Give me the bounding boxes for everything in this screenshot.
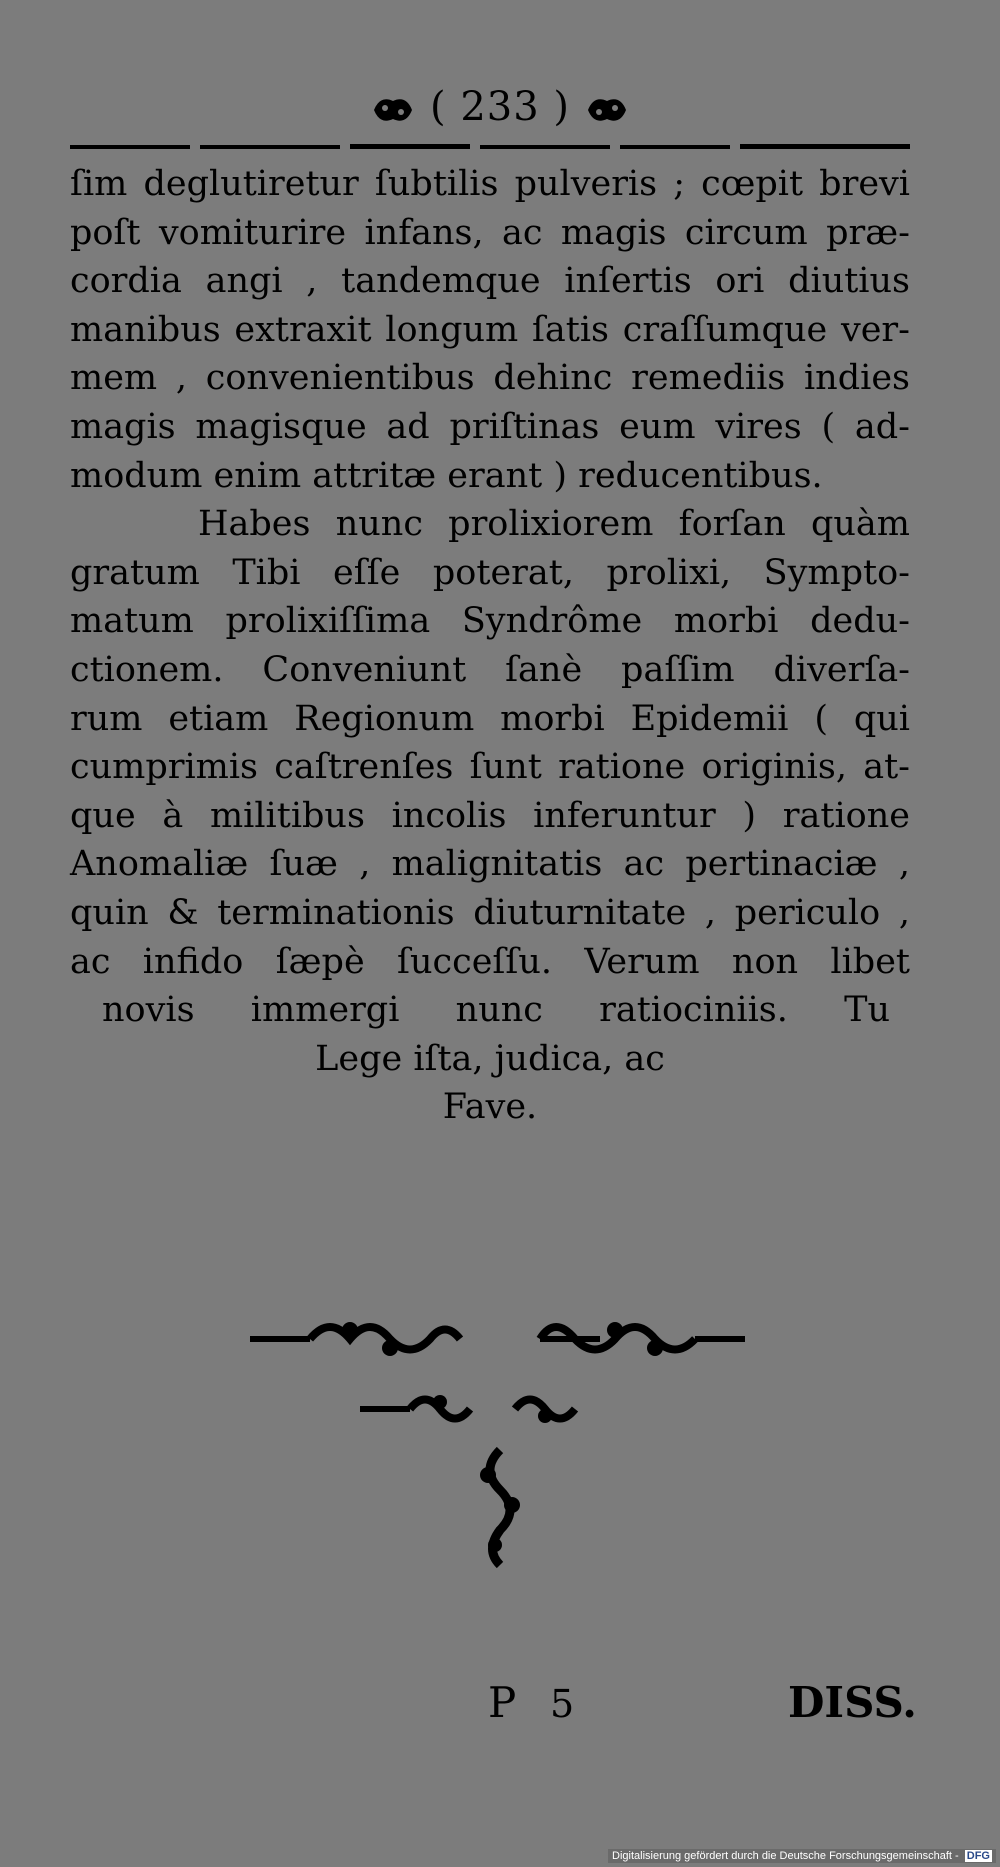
page-header [0, 84, 1000, 130]
para2-line-8: Anomaliæ ſuæ , malignitatis ac pertinaciæ , [70, 844, 910, 885]
para2-line-1: Habes nunc prolixiorem forſan quàm [198, 504, 910, 545]
header-rule [70, 142, 910, 152]
digitization-credit [608, 1849, 996, 1863]
dfg-logo: DFG [966, 1850, 990, 1862]
main-text [70, 160, 910, 1132]
signature-number: 5 [550, 1682, 575, 1726]
para2-line-3: matum prolixiſſima Syndrôme morbi dedu- [70, 601, 910, 642]
para2-line-11: novis immergi nunc ratiociniis. Tu [102, 990, 890, 1031]
left-header-ornament [370, 93, 416, 127]
catchword: DISS. [788, 1678, 917, 1727]
closing-line-2: Fave. [442, 1087, 538, 1128]
para2-line-9: quin & terminationis diuturnitate , periculo , [70, 892, 910, 933]
text-line-5: mem , convenientibus dehinc remediis indies [70, 358, 910, 399]
text-line-7: modum enim attritæ erant ) reducentibus. [70, 455, 823, 496]
credit-text: Digitalisierung gefördert durch die Deutsche Forschungsgemeinschaft - [612, 1850, 959, 1862]
text-line-1: ſim deglutiretur ſubtilis pulveris ; cœpit brevi [70, 164, 910, 204]
closing-line-1: Lege iſta, judica, ac [315, 1038, 665, 1079]
text-line-3: cordia angi , tandemque inſertis ori diutius [70, 261, 910, 302]
signature-letter: P [488, 1678, 517, 1727]
text-line-4: manibus extraxit longum ſatis craſſumque ver- [70, 309, 910, 350]
text-line-2: poſt vomiturire infans, ac magis circum præ- [70, 212, 910, 253]
para2-line-2: gratum Tibi eſſe poterat, prolixi, Sympto- [70, 552, 910, 593]
para2-line-4: ctionem. Conveniunt ſanè paſſim diverſa- [70, 649, 910, 690]
right-header-ornament [584, 93, 630, 127]
tailpiece-ornament [250, 1310, 750, 1570]
page-number: ( 233 ) [430, 84, 570, 130]
para2-line-6: cumprimis caſtrenſes ſunt ratione originis, at- [70, 747, 910, 788]
text-line-6: magis magisque ad priſtinas eum vires ( ad- [70, 406, 910, 447]
para2-line-5: rum etiam Regionum morbi Epidemii ( qui [70, 698, 910, 739]
para2-line-7: que à militibus incolis inferuntur ) ratione [70, 795, 910, 836]
para2-line-10: ac infido ſæpè ſucceſſu. Verum non libet [70, 941, 910, 982]
